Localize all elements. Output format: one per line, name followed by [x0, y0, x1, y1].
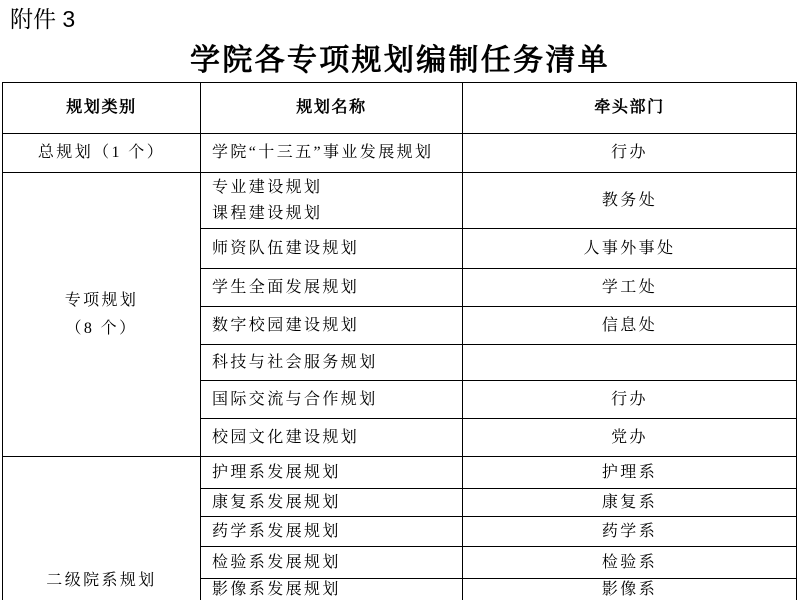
category-count: （8 个）: [65, 319, 138, 337]
lead-department-cell: 药学系: [463, 517, 797, 547]
lead-department-cell: 人事外事处: [463, 229, 797, 269]
plan-name-cell: 药学系发展规划: [201, 517, 463, 547]
lead-department-cell: 教务处: [463, 173, 797, 229]
header-lead-department: 牵头部门: [463, 83, 797, 134]
table-row: [3, 134, 797, 173]
category-cell: [3, 173, 201, 457]
table-row: [3, 457, 797, 489]
lead-department-cell: 党办: [463, 419, 797, 457]
plan-name-cell: 学生全面发展规划: [201, 269, 463, 307]
lead-department-cell: 学工处: [463, 269, 797, 307]
lead-department-cell: 信息处: [463, 307, 797, 345]
plan-name-cell: 康复系发展规划: [201, 489, 463, 517]
plan-name-line: 课程建设规划: [212, 204, 323, 222]
category-label: 二级院系规划: [46, 572, 157, 589]
table-row: [3, 173, 797, 229]
plan-name-cell: 科技与社会服务规划: [201, 345, 463, 381]
plan-name-line: 专业建设规划: [212, 178, 323, 196]
lead-department-cell: 检验系: [463, 547, 797, 579]
lead-department-cell-empty: [463, 345, 797, 381]
category-cell: 总规划（1 个）: [3, 134, 201, 173]
plan-name-cell: [201, 173, 463, 229]
plan-name-cell: 国际交流与合作规划: [201, 381, 463, 419]
lead-department-cell: 影像系: [463, 579, 797, 600]
plan-name-cell: 护理系发展规划: [201, 457, 463, 489]
plan-name-cell: 影像系发展规划: [201, 579, 463, 600]
lead-department-cell: 行办: [463, 134, 797, 173]
document-title: 学院各专项规划编制任务清单: [190, 44, 610, 77]
lead-department-cell: 护理系: [463, 457, 797, 489]
category-label: 专项规划: [64, 291, 139, 309]
attachment-label: 附件 3: [10, 6, 76, 32]
lead-department-cell: 行办: [463, 381, 797, 419]
lead-department-cell: 康复系: [463, 489, 797, 517]
plan-task-table: [2, 82, 797, 600]
plan-name-cell: 校园文化建设规划: [201, 419, 463, 457]
category-cell: [3, 457, 201, 600]
table-header-row: [3, 83, 797, 134]
plan-name-cell: 师资队伍建设规划: [201, 229, 463, 269]
plan-name-cell: 数字校园建设规划: [201, 307, 463, 345]
header-category: 规划类别: [3, 83, 201, 134]
header-plan-name: 规划名称: [201, 83, 463, 134]
plan-name-cell: 检验系发展规划: [201, 547, 463, 579]
plan-name-cell: 学院“十三五”事业发展规划: [201, 134, 463, 173]
